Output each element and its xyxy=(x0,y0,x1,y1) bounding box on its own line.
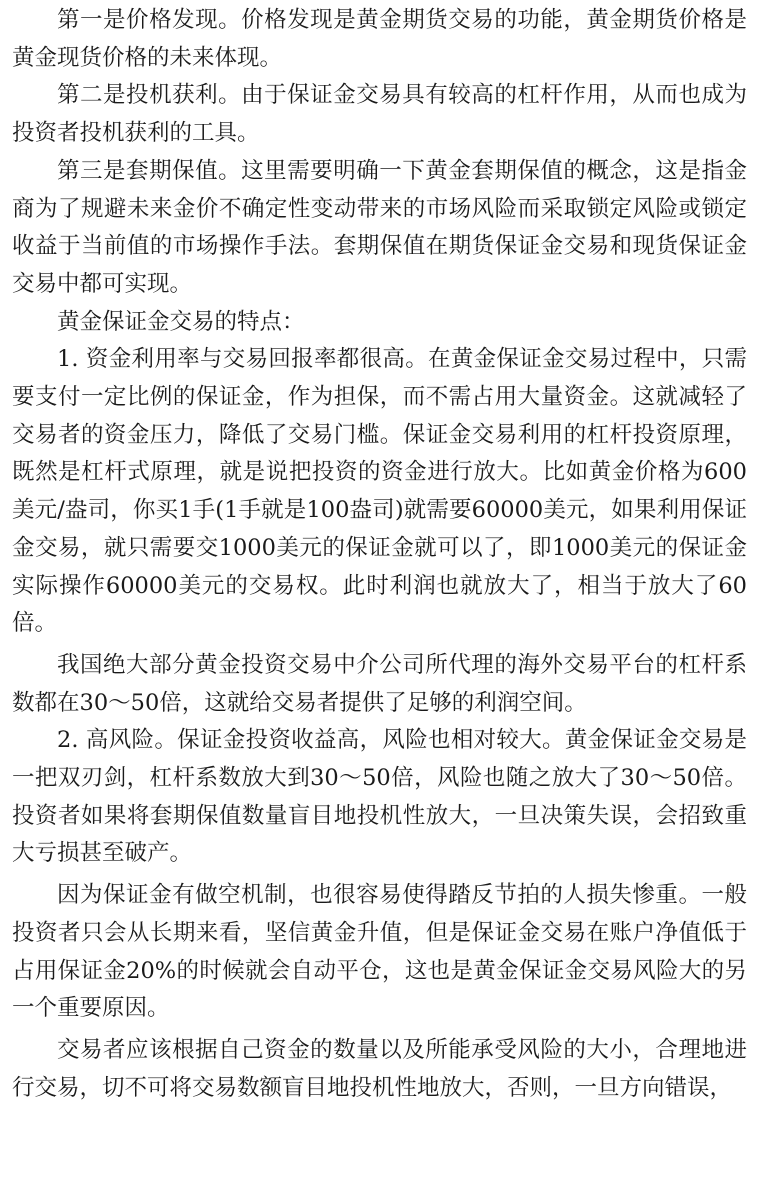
paragraph-short-mechanism: 因为保证金有做空机制，也很容易使得踏反节拍的人损失惨重。一般投资者只会从长期来看，坚信黄金升值，但是保证金交易在账户净值低于占用保证金20%的时候就会自动平仓，这也是黄金保证金交易风险大的另一个重要原因。 xyxy=(12,882,747,1022)
paragraph-feature-2: 2. 高风险。保证金投资收益高，风险也相对较大。黄金保证金交易是一把双刃剑，杠杆系数放大到30～50倍，风险也随之放大了30～50倍。投资者如果将套期保值数量盲目地投机性放大，一旦决策失误，会招致重大亏损甚至破产。 xyxy=(12,727,747,867)
paragraph-leverage-range: 我国绝大部分黄金投资交易中介公司所代理的海外交易平台的杠杆系数都在30～50倍，这就给交易者提供了足够的利润空间。 xyxy=(12,651,747,716)
paragraph-feature-1: 1. 资金利用率与交易回报率都很高。在黄金保证金交易过程中，只需要支付一定比例的保证金，作为担保，而不需占用大量资金。这就减轻了交易者的资金压力，降低了交易门槛。保证金交易利用的杠杆投资原理，既然是杠杆式原理，就是说把投资的资金进行放大。比如黄金价格为600美元/盎司，你买1手(1手就是100盎司)就需要60000美元，如果利用保证金交易，就只需要交1000美元的保证金就可以了，即1000美元的保证金实际操作60000美元的交易权。此时利润也就放大了，相当于放大了60倍。 xyxy=(12,346,747,637)
paragraph-speculation: 第二是投机获利。由于保证金交易具有较高的杠杆作用，从而也成为投资者投机获利的工具。 xyxy=(12,82,747,147)
paragraph-hedging: 第三是套期保值。这里需要明确一下黄金套期保值的概念，这是指金商为了规避未来金价不确定性变动带来的市场风险而采取锁定风险或锁定收益于当前值的市场操作手法。套期保值在期货保证金交易和现货保证金交易中都可实现。 xyxy=(12,157,747,297)
document-page xyxy=(12,2,747,1107)
paragraph-features-heading: 黄金保证金交易的特点： xyxy=(57,308,305,335)
paragraph-price-discovery: 第一是价格发现。价格发现是黄金期货交易的功能，黄金期货价格是黄金现货价格的未来体现。 xyxy=(12,7,747,71)
paragraph-trader-advice: 交易者应该根据自己资金的数量以及所能承受风险的大小，合理地进行交易，切不可将交易数额盲目地投机性地放大，否则，一旦方向错误， xyxy=(12,1036,747,1101)
